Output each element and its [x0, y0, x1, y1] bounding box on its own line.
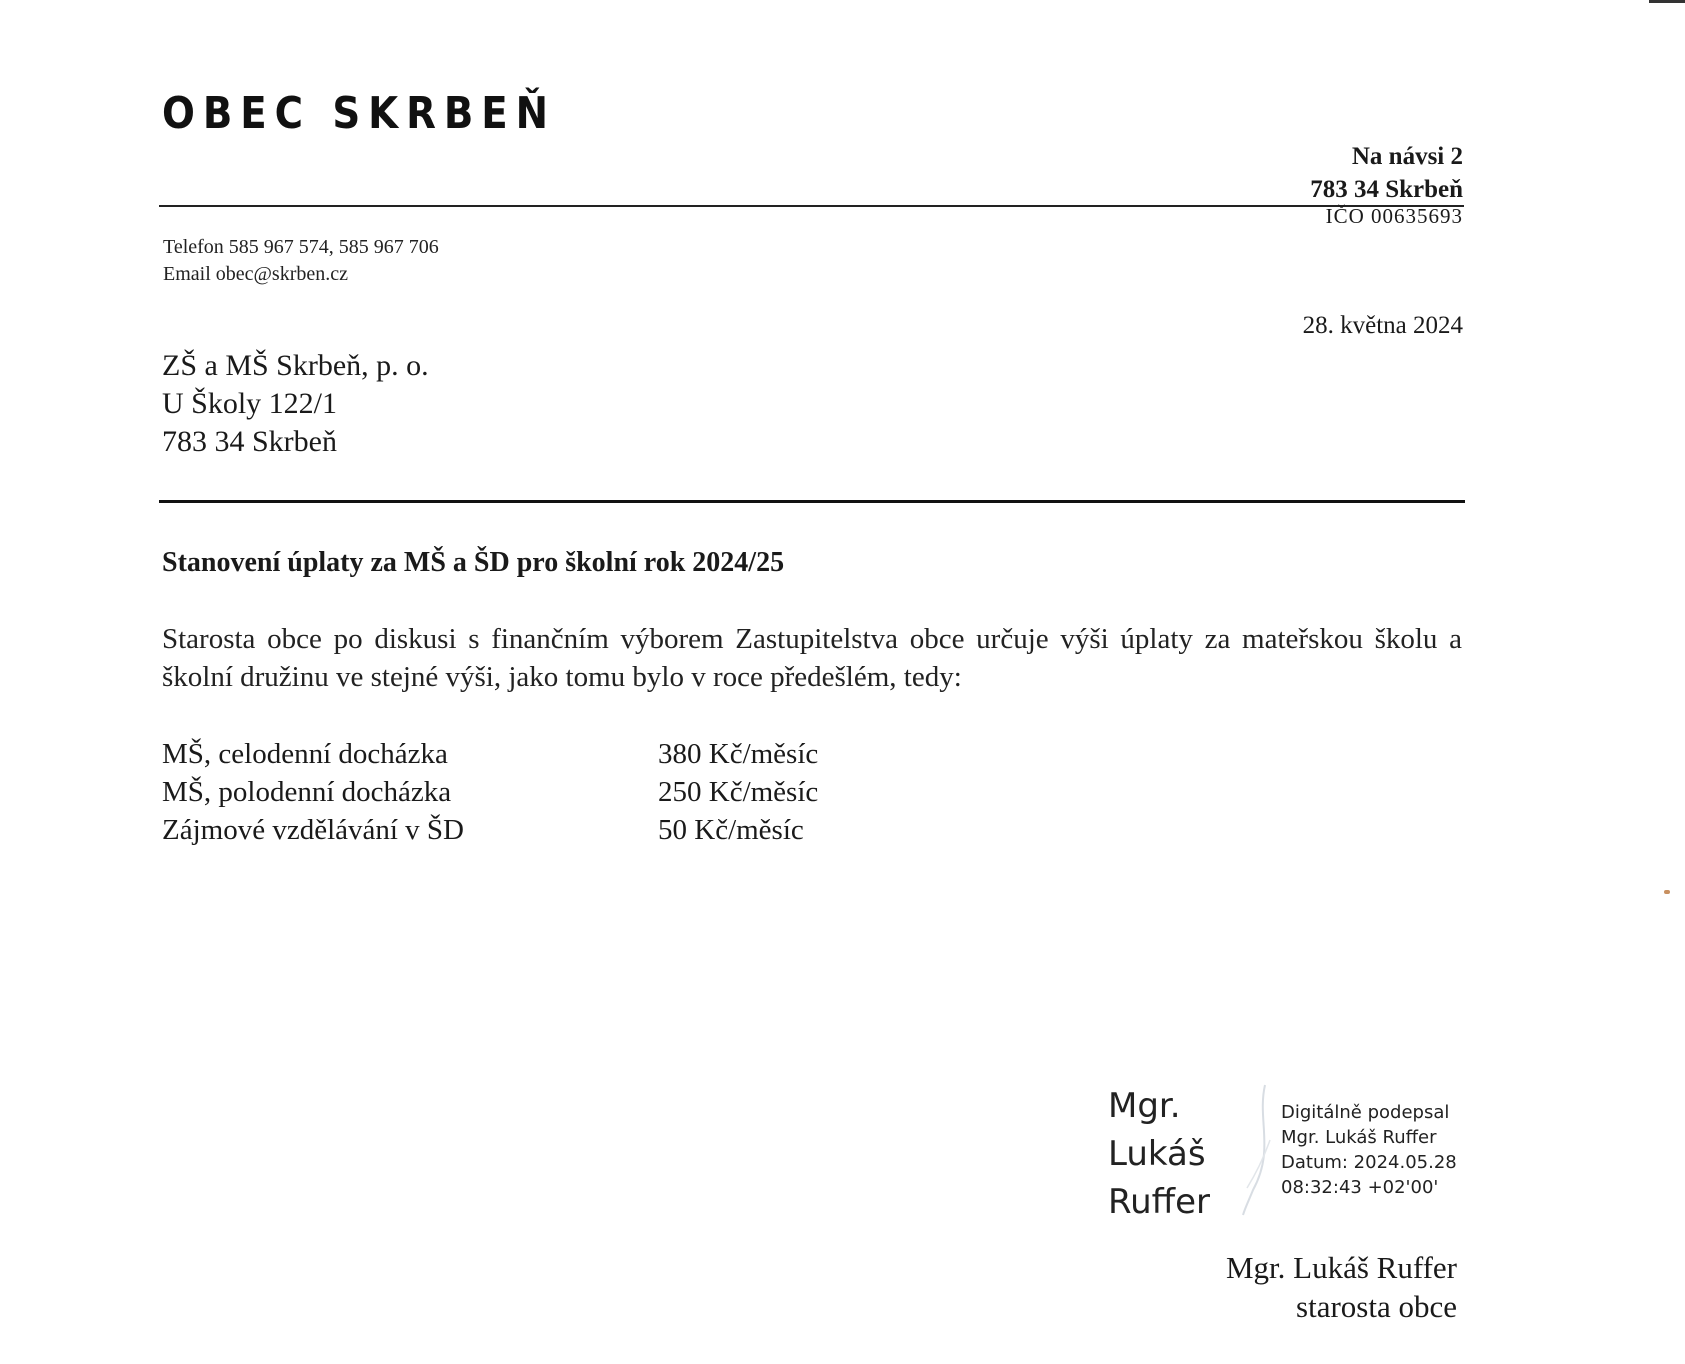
signature-name-line: Lukáš	[1108, 1134, 1206, 1174]
fee-label: MŠ, polodenní docházka	[162, 776, 452, 808]
address-city: 783 34 Skrbeň	[1310, 176, 1463, 203]
fee-label: Zájmové vzdělávání v ŠD	[162, 814, 464, 846]
letter-subject: Stanovení úplaty za MŠ a ŠD pro školní rok 2024/25	[162, 547, 785, 578]
header-divider	[159, 205, 1464, 207]
fee-amount: 50 Kč/měsíc	[658, 814, 804, 846]
scan-edge-mark	[1649, 0, 1685, 3]
section-divider	[159, 500, 1465, 503]
signature-name-line: Ruffer	[1108, 1182, 1210, 1222]
signature-name-line: Mgr.	[1108, 1086, 1181, 1126]
scan-speck	[1664, 890, 1670, 894]
letter-body: Starosta obce po diskusi s finančním výborem Zastupitelstva obce určuje výši úplaty za mateřskou školu a školní družinu ve stejné výši, jako tomu bylo v roce předešlém, tedy:	[162, 623, 1462, 693]
fee-amount: 380 Kč/měsíc	[658, 738, 819, 770]
digital-signature-name	[1108, 1082, 1210, 1226]
recipient-line-1: ZŠ a MŠ Skrbeň, p. o.	[162, 349, 429, 382]
fee-label: MŠ, celodenní docházka	[162, 738, 448, 770]
signature-info-line: Digitálně podepsal	[1281, 1102, 1450, 1123]
digital-signature-info	[1281, 1100, 1457, 1200]
fee-row	[162, 811, 818, 849]
address-street: Na návsi 2	[1351, 143, 1463, 170]
recipient-line-3: 783 34 Skrbeň	[162, 425, 337, 458]
letterhead-address	[1310, 140, 1463, 206]
company-id: IČO 00635693	[1325, 204, 1463, 228]
letter-date: 28. května 2024	[1302, 312, 1463, 339]
fee-amount: 250 Kč/měsíc	[658, 776, 819, 808]
signature-info-line: Datum: 2024.05.28	[1281, 1152, 1457, 1173]
signatory-name: Mgr. Lukáš Ruffer	[1225, 1250, 1457, 1285]
contact-info	[163, 234, 439, 288]
signature-info-line: Mgr. Lukáš Ruffer	[1281, 1127, 1437, 1148]
signatory-block	[1226, 1248, 1457, 1326]
fee-row	[162, 773, 818, 811]
signatory-title: starosta obce	[1296, 1289, 1457, 1324]
recipient-line-2: U Školy 122/1	[162, 387, 338, 420]
municipality-logo-title: OBEC SKRBEŇ	[162, 88, 556, 139]
signature-info-line: 08:32:43 +02'00'	[1281, 1177, 1439, 1198]
signature-watermark-icon	[1235, 1080, 1285, 1220]
fee-list	[162, 735, 818, 849]
recipient-address	[162, 347, 429, 461]
fee-row	[162, 735, 818, 773]
email-address: Email obec@skrben.cz	[163, 263, 349, 285]
phone-numbers: Telefon 585 967 574, 585 967 706	[163, 236, 439, 258]
